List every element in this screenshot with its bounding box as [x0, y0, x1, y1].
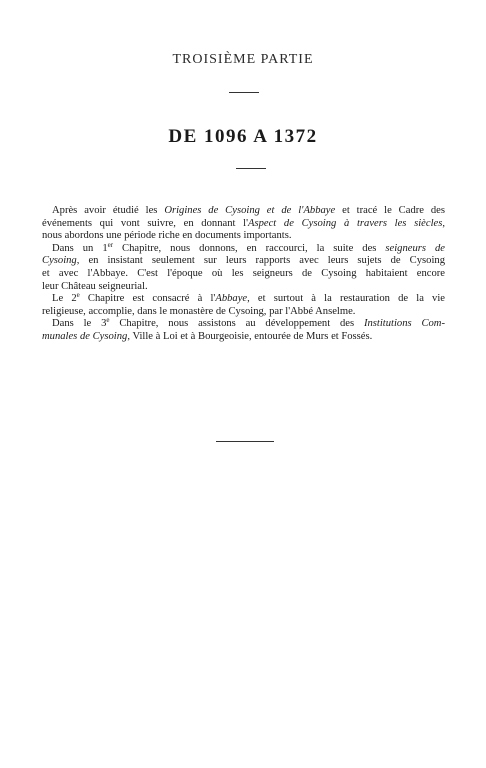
- text-span: Le 2: [52, 293, 77, 305]
- text-line: [42, 240, 445, 256]
- text-span: ,: [442, 217, 445, 229]
- italic-span: seigneurs de: [385, 242, 445, 254]
- text-line: leur Château seigneurial.: [42, 280, 148, 292]
- intro-text: [42, 205, 445, 344]
- text-span: événements qui vont suivre, en donnant l': [42, 217, 248, 229]
- italic-span: Institutions Com-: [363, 318, 445, 330]
- text-span: , en insistant seulement sur leurs rapports avec leurs sujets de Cysoing: [76, 255, 445, 267]
- text-line: [42, 255, 445, 268]
- text-span: , et surtout à la restauration de la vie: [247, 293, 445, 305]
- superscript: e: [76, 291, 80, 300]
- chapter-title: DE 1096 A 1372: [168, 126, 318, 147]
- italic-span: Cysoing: [42, 255, 77, 267]
- divider-rule: [229, 92, 259, 93]
- text-span: , Ville à Loi et à Bourgeoisie, entourée de Murs et Fossés.: [127, 330, 373, 342]
- divider-rule: [236, 168, 266, 169]
- italic-span: Origines de Cysoing et de l'Abbaye: [164, 205, 336, 216]
- part-heading: TROISIÈME PARTIE: [172, 52, 314, 67]
- text-line: [42, 318, 445, 331]
- text-span: et tracé le Cadre des: [335, 205, 445, 216]
- italic-span: Abbaye: [215, 293, 248, 305]
- text-span: Chapitre, nous donnons, en raccourci, la suite des: [113, 242, 386, 254]
- text-line: et avec l'Abbaye. C'est l'époque où les seigneurs de Cysoing habitaient encore: [42, 267, 445, 279]
- text-line: religieuse, accomplie, dans le monastère de Cysoing, par l'Abbé Anselme.: [42, 305, 356, 317]
- text-span: Chapitre, nous assistons au développement des: [109, 318, 364, 330]
- divider-rule: [216, 441, 274, 442]
- text-span: Dans un 1: [52, 242, 108, 254]
- text-line: [42, 218, 445, 231]
- text-span: Après avoir étudié les: [52, 205, 165, 216]
- italic-span: munales de Cysoing: [42, 330, 128, 342]
- text-line: [42, 293, 445, 306]
- italic-span: Aspect de Cysoing à travers les siècles: [247, 217, 443, 229]
- text-line: [42, 205, 445, 218]
- text-line: nous abordons une période riche en documents importants.: [42, 230, 292, 242]
- superscript: e: [106, 316, 110, 325]
- text-span: Dans le 3: [52, 318, 107, 330]
- text-line: [42, 331, 445, 344]
- superscript: er: [107, 240, 114, 249]
- text-span: Chapitre est consacré à l': [79, 293, 216, 305]
